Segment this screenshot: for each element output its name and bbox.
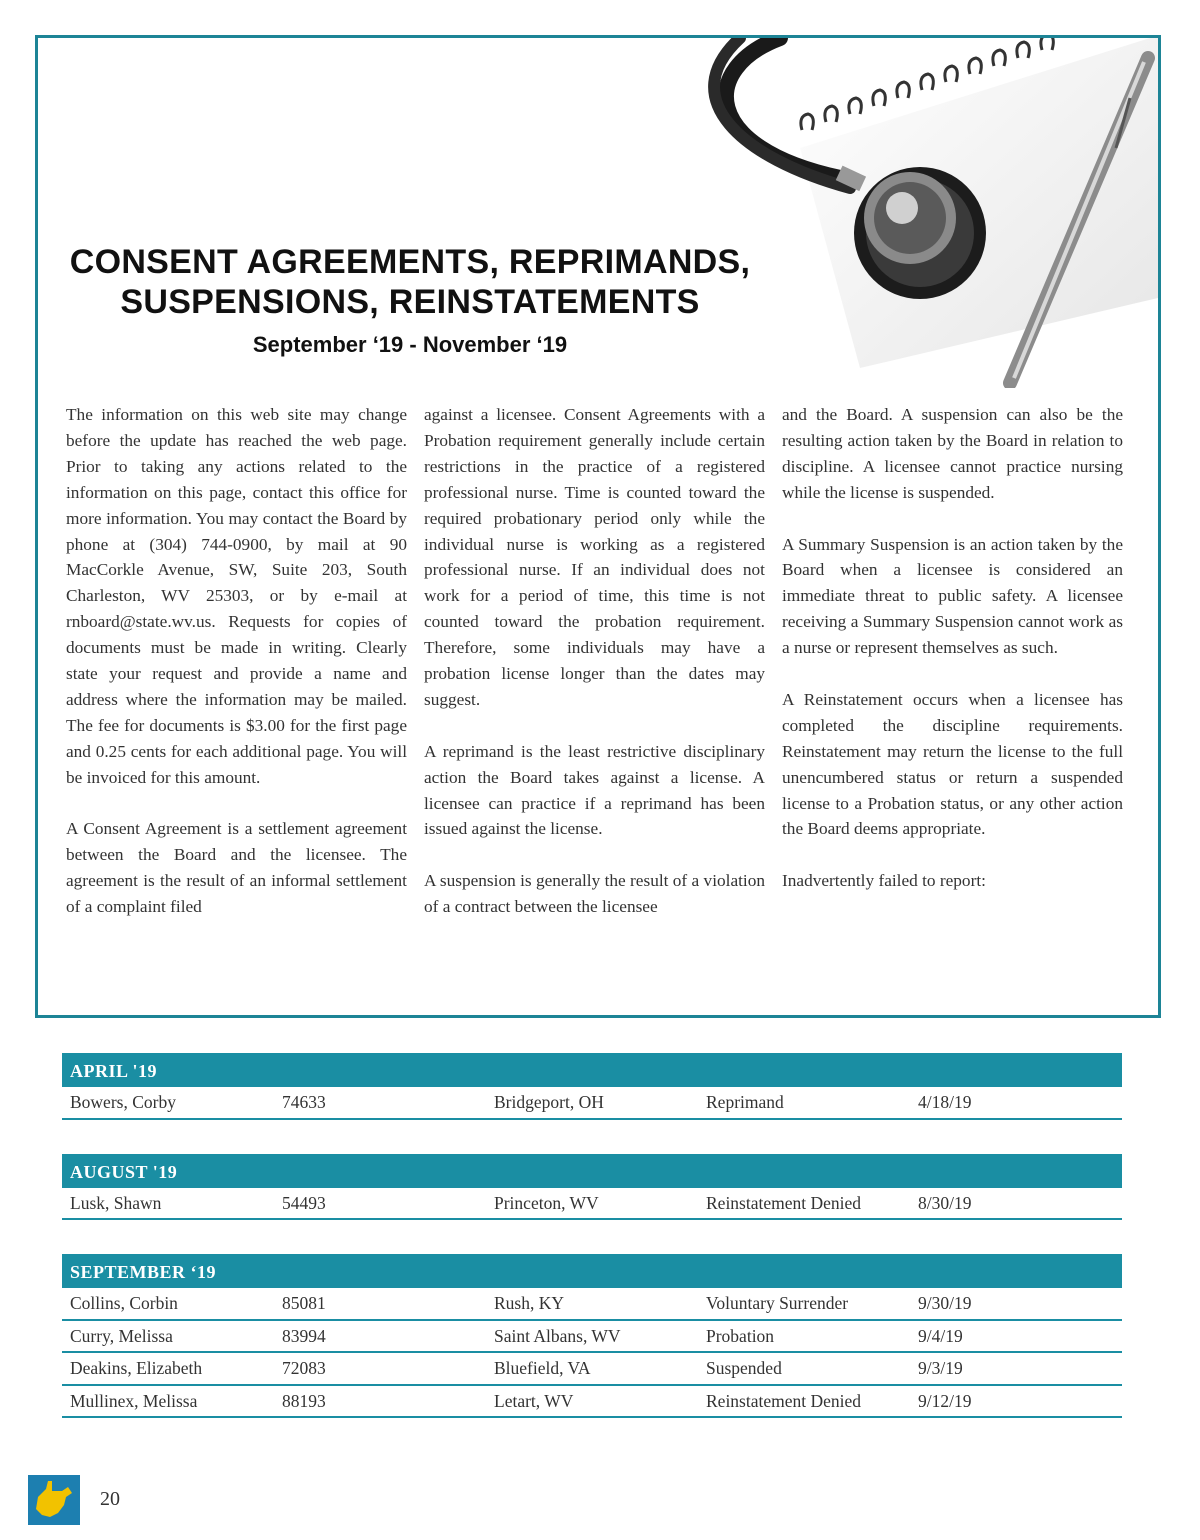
stethoscope-notebook-photo [680, 38, 1158, 388]
section-september [62, 1254, 1122, 1418]
text-column-2 [424, 402, 765, 946]
cell-location: Bluefield, VA [494, 1358, 591, 1378]
paragraph: The information on this web site may change before the update has reached the web page. Prior to taking any actions related to the information on this page, contact this office for more information. You may contact the Board by phone at (304) 744-0900, by mail at 90 MacCorkle Avenue, SW, Suite 203, South Charleston, WV 25303, or by e-mail at rnboard@state.wv.us. Requests for copies of documents must be made in writing. Clearly state your request and provide a name and address where the information may be mailed. The fee for documents is $3.00 for the first page and 0.25 cents for each additional page. You will be invoiced for this amount. [66, 405, 407, 787]
table-row [62, 1188, 1122, 1221]
title-line-2: SUSPENSIONS, REINSTATEMENTS [120, 283, 700, 321]
cell-date: 9/4/19 [918, 1325, 963, 1346]
text-column-3 [782, 402, 1123, 920]
cell-location: Bridgeport, OH [494, 1092, 604, 1112]
cell-action: Voluntary Surrender [706, 1293, 849, 1313]
paragraph: A Consent Agreement is a settlement agreement between the Board and the licensee. The agreement is the result of an informal settlement of a complaint filed [66, 819, 407, 917]
paragraph: and the Board. A suspension can also be the resulting action taken by the Board in relation to discipline. A licensee cannot practice nursing while the license is suspended. [782, 405, 1123, 502]
paragraph: Inadvertently failed to report: [782, 871, 986, 891]
section-august [62, 1154, 1122, 1221]
table-row [62, 1288, 1122, 1321]
cell-location: Rush, KY [494, 1293, 565, 1313]
cell-license: 72083 [282, 1358, 326, 1378]
west-virginia-map-icon [28, 1475, 80, 1525]
text-column-1 [66, 402, 407, 946]
page-title [40, 242, 780, 322]
cell-license: 83994 [282, 1325, 326, 1346]
cell-name: Lusk, Shawn [70, 1192, 162, 1213]
cell-license: 54493 [282, 1192, 326, 1213]
section-heading: SEPTEMBER ‘19 [62, 1254, 1122, 1288]
cell-date: 9/30/19 [918, 1293, 972, 1313]
table-row [62, 1353, 1122, 1386]
table-row [62, 1321, 1122, 1354]
section-heading: APRIL '19 [62, 1053, 1122, 1087]
paragraph: A reprimand is the least restrictive disciplinary action the Board takes against a license. A licensee can practice if a reprimand has been issued against the license. [424, 741, 765, 839]
cell-location: Princeton, WV [494, 1192, 599, 1213]
cell-action: Suspended [706, 1358, 782, 1378]
cell-location: Letart, WV [494, 1390, 574, 1411]
cell-name: Bowers, Corby [70, 1092, 176, 1112]
cell-license: 74633 [282, 1092, 326, 1112]
cell-license: 85081 [282, 1293, 326, 1313]
cell-location: Saint Albans, WV [494, 1325, 621, 1346]
section-april [62, 1053, 1122, 1120]
cell-date: 9/3/19 [918, 1358, 963, 1378]
paragraph: A Summary Suspension is an action taken by the Board when a licensee is considered an immediate threat to public safety. A licensee receiving a Summary Suspension cannot work as a nurse or represent themselves as such. [782, 534, 1123, 658]
cell-name: Collins, Corbin [70, 1293, 178, 1313]
cell-action: Probation [706, 1325, 775, 1346]
date-range-subtitle: September ‘19 - November ‘19 [252, 332, 568, 357]
section-heading: AUGUST '19 [62, 1154, 1122, 1188]
paragraph: A suspension is generally the result of a violation of a contract between the licensee [424, 871, 765, 917]
cell-name: Mullinex, Melissa [70, 1390, 198, 1411]
cell-action: Reinstatement Denied [706, 1390, 862, 1411]
paragraph: against a licensee. Consent Agreements with a Probation requirement generally include certain restrictions in the practice of a registered professional nurse. Time is counted toward the required probationary period only while the individual nurse is working as a registered professional nurse. If an individual does not work for a period of time, this time is not counted toward the probation requirement. Therefore, some individuals may have a probation license longer than the dates may suggest. [424, 405, 765, 709]
disciplinary-actions-tables [62, 1053, 1122, 1452]
cell-date: 4/18/19 [918, 1092, 972, 1112]
cell-date: 9/12/19 [918, 1390, 972, 1411]
cell-action: Reprimand [706, 1092, 784, 1112]
paragraph: A Reinstatement occurs when a licensee has completed the discipline requirements. Reinstatement may return the license to the full unencumbered status or return a suspended license to a Probation status, or any other action the Board deems appropriate. [782, 689, 1123, 839]
table-row [62, 1386, 1122, 1419]
title-line-1: CONSENT AGREEMENTS, REPRIMANDS, [69, 243, 751, 281]
page-number: 20 [100, 1488, 120, 1510]
cell-action: Reinstatement Denied [706, 1192, 862, 1213]
cell-name: Curry, Melissa [70, 1325, 173, 1346]
table-row [62, 1087, 1122, 1120]
cell-license: 88193 [282, 1390, 326, 1411]
cell-name: Deakins, Elizabeth [70, 1358, 203, 1378]
cell-date: 8/30/19 [918, 1192, 972, 1213]
